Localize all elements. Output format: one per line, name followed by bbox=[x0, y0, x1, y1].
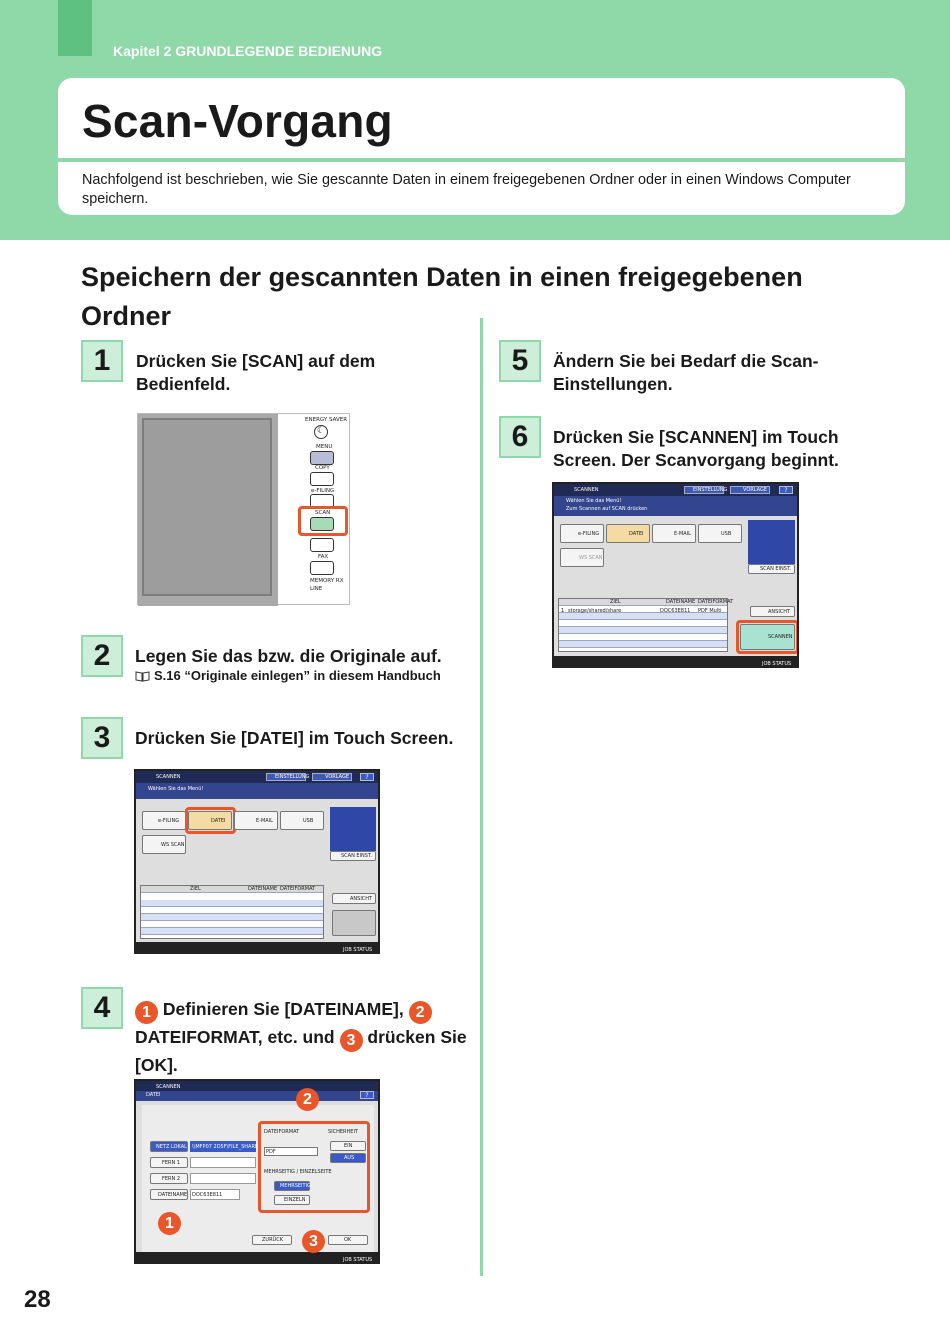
control-panel-illustration bbox=[137, 413, 350, 605]
vorlage-button: VORLAGE bbox=[743, 487, 768, 493]
title-divider bbox=[58, 158, 905, 162]
col-dateiformat: DATEIFORMAT bbox=[698, 599, 734, 605]
callout-badge: 3 bbox=[340, 1029, 363, 1052]
step-text: Legen Sie das bzw. die Originale auf. bbox=[135, 646, 442, 666]
tile-email: E-MAIL bbox=[674, 531, 691, 537]
step-text: Drücken Sie [SCANNEN] im Touch Screen. Der Scanvorgang beginnt. bbox=[553, 427, 839, 470]
settings-panel bbox=[330, 807, 376, 851]
row-format: PDF Multi bbox=[698, 608, 722, 614]
format-label: DATEIFORMAT bbox=[264, 1129, 300, 1135]
field-netz-lokal: NETZ LOKAL bbox=[156, 1144, 187, 1150]
scan-einst-button: SCAN EINST. bbox=[760, 566, 792, 572]
tile-usb: USB bbox=[721, 531, 732, 537]
callout-badge: 2 bbox=[296, 1088, 319, 1111]
section-title: Speichern der gescannten Daten in einen freigegebenen Ordner bbox=[81, 262, 803, 331]
chapter-tab bbox=[58, 0, 92, 56]
row-index: 1 bbox=[561, 608, 565, 614]
page-title: Scan-Vorgang bbox=[82, 95, 393, 147]
panel-label: LINE bbox=[310, 586, 323, 592]
prompt-text: Wählen Sie das Menü! bbox=[148, 786, 204, 792]
scan-einst-button: SCAN EINST. bbox=[341, 853, 373, 859]
einstellung-button: EINSTELLUNG bbox=[275, 774, 310, 780]
tile-datei: DATEI bbox=[211, 818, 226, 824]
tile-efiling: e-FILING bbox=[158, 818, 180, 824]
fax-button bbox=[310, 561, 334, 575]
ein-button: EIN bbox=[344, 1143, 353, 1149]
tile-wsscan: WS SCAN bbox=[161, 842, 185, 848]
touch-screen-main bbox=[134, 769, 380, 954]
step-number: 5 bbox=[499, 340, 541, 382]
app-title: SCANNEN bbox=[156, 774, 181, 780]
tile-wsscan: WS SCAN bbox=[579, 555, 603, 561]
tile-email: E-MAIL bbox=[256, 818, 273, 824]
col-dateiname: DATEINAME bbox=[666, 599, 696, 605]
step-text-part: drücken Sie bbox=[367, 1027, 467, 1047]
multi-button: MEHRSEITIG bbox=[280, 1183, 311, 1189]
step-number: 3 bbox=[81, 717, 123, 759]
tile-efiling: e-FILING bbox=[578, 531, 600, 537]
panel-label: MENU bbox=[316, 444, 333, 450]
step-number: 6 bbox=[499, 416, 541, 458]
menu-button bbox=[310, 451, 334, 465]
field-dateiname: DATEINAME bbox=[158, 1192, 188, 1198]
panel-label: e-FILING bbox=[311, 488, 335, 494]
format-value: PDF bbox=[266, 1149, 276, 1155]
callout-badge: 1 bbox=[158, 1212, 181, 1235]
step-text-part: [OK]. bbox=[135, 1055, 178, 1075]
chapter-label: Kapitel 2 GRUNDLEGENDE BEDIENUNG bbox=[113, 43, 383, 59]
help-button: ? bbox=[360, 1091, 374, 1099]
step-number: 1 bbox=[81, 340, 123, 382]
jobstatus-button: JOB STATUS bbox=[762, 661, 792, 667]
scannen-button: SCANNEN bbox=[768, 634, 793, 640]
datei-highlight bbox=[185, 807, 236, 834]
settings-panel bbox=[748, 520, 795, 564]
page-number: 28 bbox=[24, 1286, 51, 1313]
col-dateiname: DATEINAME bbox=[248, 886, 278, 892]
step-text-part: Definieren Sie [DATEINAME], bbox=[162, 999, 404, 1019]
copy-button bbox=[310, 472, 334, 486]
app-title: SCANNEN bbox=[156, 1084, 181, 1090]
panel-lcd bbox=[138, 414, 278, 606]
ansicht-button: ANSICHT bbox=[768, 609, 791, 615]
scan-highlight bbox=[298, 506, 348, 536]
header-band bbox=[0, 0, 950, 240]
vorlage-button: VORLAGE bbox=[325, 774, 350, 780]
reference-text: S.16 “Originale einlegen” in diesem Handbuch bbox=[154, 668, 441, 683]
security-label: SICHERHEIT bbox=[328, 1129, 358, 1135]
title-card bbox=[58, 78, 905, 215]
print-button bbox=[310, 538, 334, 552]
step-number: 4 bbox=[81, 987, 123, 1029]
step-number: 2 bbox=[81, 635, 123, 677]
help-button: ? bbox=[779, 486, 793, 494]
destination-grid bbox=[140, 885, 324, 939]
touch-screen-datei bbox=[134, 1079, 380, 1264]
step-text-part: DATEIFORMAT, etc. und bbox=[135, 1027, 335, 1047]
col-dateiformat: DATEIFORMAT bbox=[280, 886, 316, 892]
filename-value: DOC63E811 bbox=[192, 1192, 223, 1198]
destination-grid bbox=[558, 598, 728, 652]
callout-badge: 3 bbox=[302, 1230, 325, 1253]
field-fern1: FERN 1 bbox=[162, 1160, 181, 1166]
zurueck-button: ZURÜCK bbox=[262, 1237, 283, 1243]
step-text: Drücken Sie [SCAN] auf dem Bedienfeld. bbox=[136, 351, 376, 394]
book-icon bbox=[135, 670, 150, 685]
step-text: Drücken Sie [DATEI] im Touch Screen. bbox=[135, 728, 454, 748]
panel-label: SCAN bbox=[315, 510, 331, 516]
panel-label: FAX bbox=[318, 554, 329, 560]
aus-button: AUS bbox=[344, 1155, 355, 1161]
path-value: \\MFP07 2D5F\FILE_SHARE bbox=[192, 1144, 259, 1150]
single-button: EINZELN bbox=[284, 1197, 306, 1203]
moon-icon: ☾ bbox=[314, 425, 328, 439]
prompt-text-2: Zum Scannen auf SCAN drücken bbox=[566, 506, 648, 512]
panel-label: ENERGY SAVER bbox=[305, 417, 348, 423]
app-title: SCANNEN bbox=[574, 487, 599, 493]
intro-text: Nachfolgend ist beschrieben, wie Sie gescannte Daten in einem freigegebenen Ordner oder in einen Windows Computer speichern. bbox=[82, 172, 851, 207]
step-text: Ändern Sie bei Bedarf die Scan-Einstellungen. bbox=[553, 351, 819, 394]
touch-screen-scannen bbox=[552, 482, 799, 668]
ansicht-button: ANSICHT bbox=[350, 896, 373, 902]
scannen-highlight bbox=[736, 620, 799, 654]
panel-label: COPY bbox=[315, 465, 330, 471]
callout-badge: 1 bbox=[135, 1001, 158, 1024]
reference-line bbox=[135, 668, 441, 685]
help-button: ? bbox=[360, 773, 374, 781]
field-fern2: FERN 2 bbox=[162, 1176, 181, 1182]
callout-badge: 2 bbox=[409, 1001, 432, 1024]
prompt-text: Wählen Sie das Menü! bbox=[566, 498, 622, 504]
tile-datei: DATEI bbox=[629, 531, 644, 537]
col-ziel: ZIEL bbox=[190, 886, 201, 892]
multi-label: MEHRSEITIG / EINZELSEITE bbox=[264, 1169, 332, 1175]
einstellung-button: EINSTELLUNG bbox=[693, 487, 728, 493]
dialog-title: DATEI bbox=[146, 1092, 161, 1098]
step-text bbox=[135, 996, 475, 1078]
tile-usb: USB bbox=[303, 818, 314, 824]
jobstatus-button: JOB STATUS bbox=[343, 947, 373, 953]
row-destination: storage/shared/share bbox=[568, 608, 622, 614]
ok-button: OK bbox=[344, 1237, 352, 1243]
row-filename: DOC63E811 bbox=[660, 608, 691, 614]
col-ziel: ZIEL bbox=[610, 599, 621, 605]
panel-label: MEMORY RX bbox=[310, 578, 344, 584]
column-divider bbox=[480, 318, 483, 1276]
jobstatus-button: JOB STATUS bbox=[343, 1257, 373, 1263]
